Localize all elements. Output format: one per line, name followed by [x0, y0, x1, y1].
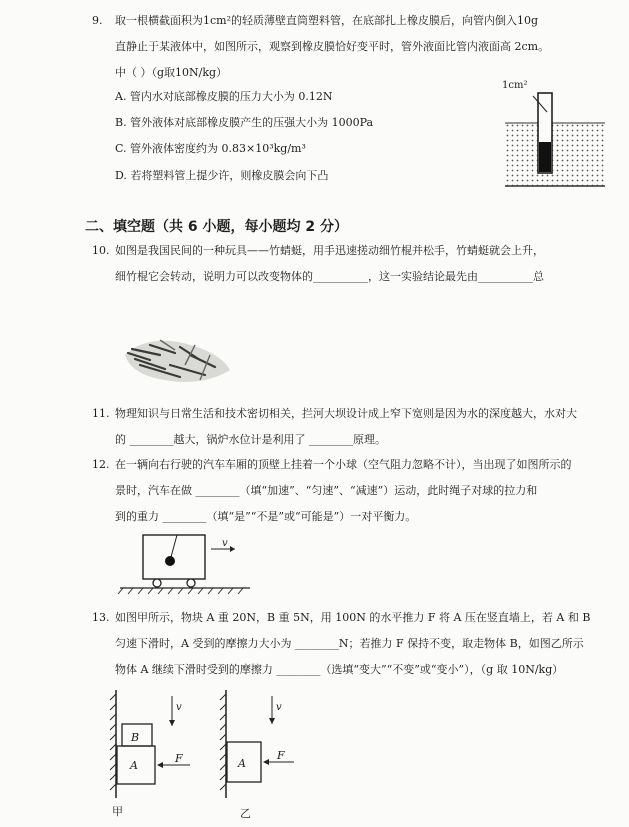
q13-jia-block-b: B [131, 731, 140, 744]
q13-yi-block-a: A [238, 757, 246, 770]
q13-figure-jia [100, 688, 200, 808]
section2-title: 二、填空题（共 6 小题，每小题均 2 分） [85, 219, 348, 235]
q11-line2: 的 ________越大，锅炉水位计是利用了 ________原理。 [115, 433, 386, 446]
q10-line1: 如图是我国民间的一种玩具——竹蜻蜓，用手迅速搓动细竹棍并松手，竹蜻蜓就会上升， [115, 244, 544, 257]
q13-yi-velocity-label: v [276, 702, 282, 713]
q9-area-label: 1cm² [502, 80, 528, 91]
q13-line2: 匀速下滑时，A 受到的摩擦力大小为 ________N；若推力 F 保持不变，取走物体 B，如图乙所示 [115, 637, 584, 650]
q13-label-yi: 乙 [240, 807, 251, 820]
q13-line3: 物体 A 继续下滑时受到的摩擦力 ________（选填“变大”“不变”或“变小”），（g 取 10N/kg） [115, 663, 564, 676]
q13-figure-yi [210, 688, 310, 808]
q9-option-c: C. 管外液体密度约为 0.83×10³kg/m³ [115, 142, 306, 155]
q9-option-b: B. 管外液体对底部橡皮膜产生的压强大小为 1000Pa [115, 116, 374, 129]
q9-number: 9. [92, 14, 103, 27]
q13-label-jia: 甲 [112, 805, 123, 818]
q13-number: 13. [92, 611, 110, 624]
q11-line1: 物理知识与日常生活和技术密切相关，拦河大坝设计成上窄下宽则是因为水的深度越大，水对大 [115, 407, 577, 420]
q12-line2: 景时，汽车在做 ________（填“加速”、“匀速”、“减速”）运动，此时绳子对球的拉力和 [115, 484, 538, 497]
q9-line1: 取一根横截面积为1cm²的轻质薄壁直筒塑料管，在底部扎上橡皮膜后，向管内倒入10g [115, 14, 539, 27]
q13-line1: 如图甲所示，物块 A 重 20N，B 重 5N，用 100N 的水平推力 F 将 A 压在竖直墙上，若 A 和 B [115, 611, 591, 624]
q9-tube-figure [495, 78, 615, 193]
q12-number: 12. [92, 458, 110, 471]
q10-number: 10. [92, 244, 110, 257]
q9-line2: 直静止于某液体中，如图所示，观察到橡皮膜恰好变平时，管外液面比管内液面高 2cm。 [115, 40, 550, 53]
q9-line3: 中（ ）（g取10N/kg） [115, 66, 228, 79]
q12-car-figure [115, 525, 255, 595]
q13-jia-velocity-label: v [176, 702, 182, 713]
q13-yi-force-label: F [277, 749, 285, 762]
q9-option-a: A. 管内水对底部橡皮膜的压力大小为 0.12N [115, 90, 333, 103]
q13-jia-force-label: F [175, 752, 183, 765]
q12-line1: 在一辆向右行驶的汽车车厢的顶壁上挂着一个小球（空气阻力忽略不计），当出现了如图所示的 [115, 458, 572, 471]
q12-velocity-label: v [222, 538, 228, 549]
q13-jia-block-a: A [130, 759, 138, 772]
q11-number: 11. [92, 407, 110, 420]
q10-bamboo-dragonfly-photo [120, 325, 235, 390]
q9-option-d: D. 若将塑料管上提少许，则橡皮膜会向下凸 [115, 169, 329, 182]
q10-line2: 细竹棍它会转动，说明力可以改变物体的__________，这一实验结论最先由__________总 [115, 270, 544, 283]
q12-line3: 到的重力 ________（填“是”“不是”或“可能是”）一对平衡力。 [115, 510, 417, 523]
